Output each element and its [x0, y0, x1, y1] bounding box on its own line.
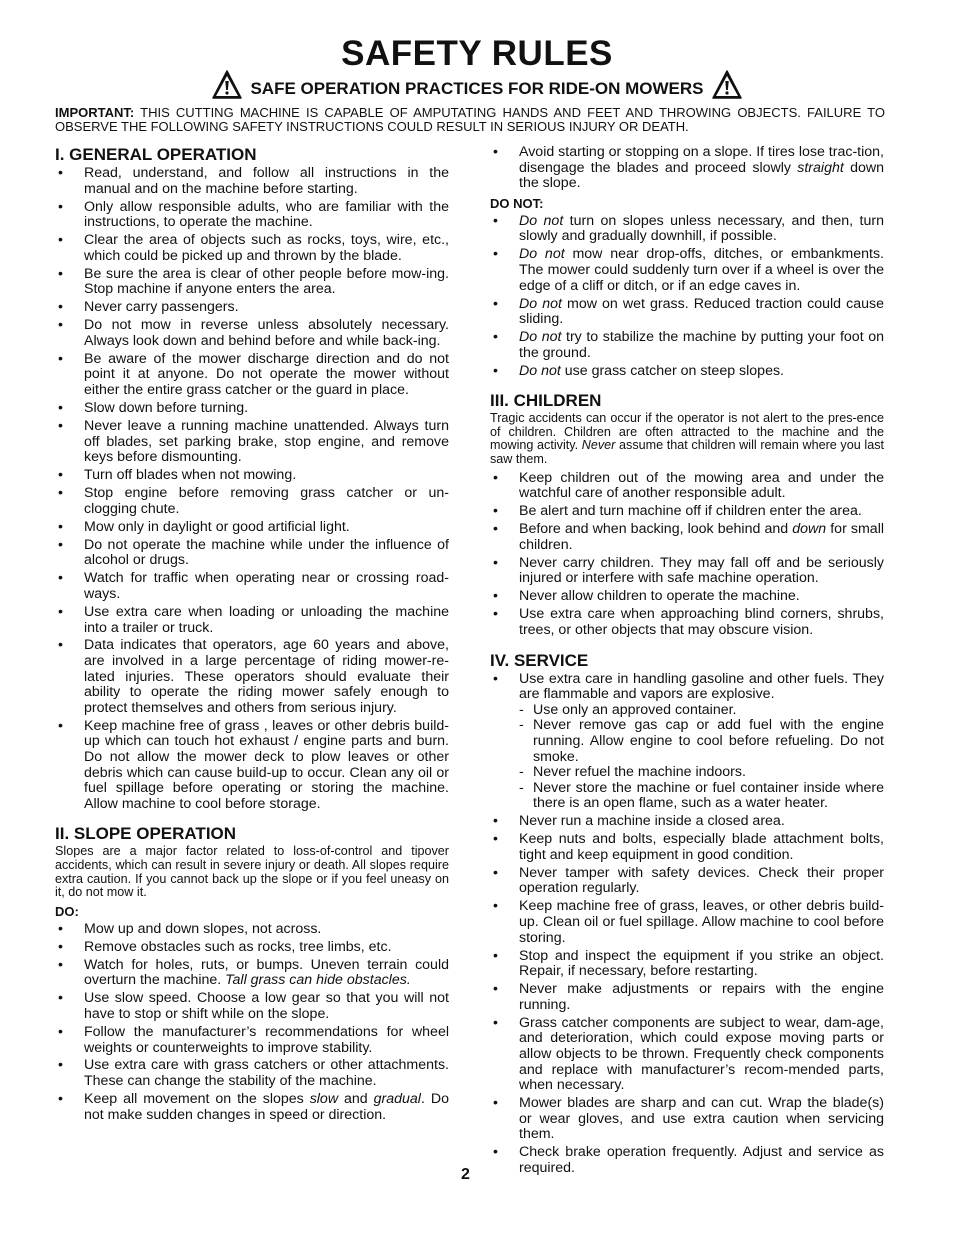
- important-text: THIS CUTTING MACHINE IS CAPABLE OF AMPUTATING HANDS AND FEET AND THROWING OBJECTS. FAILURE TO OBSERVE THE FOLLOWING SAFETY INSTRUCTIONS COULD RESULT IN SERIOUS INJURY OR DEATH.: [55, 105, 885, 134]
- do-not-text: turn on slopes unless necessary, and then, turn slowly and gradually downhill, if possible.: [519, 212, 884, 245]
- movement-gradual: gradual: [373, 1091, 421, 1108]
- list-item: [490, 247, 884, 294]
- list-item: • Use slow speed. Choose a low gear so that you will not have to stop or shift while on the slope.: [55, 991, 449, 1022]
- list-item: • Data indicates that operators, age 60 years and above, are involved in a large percentage of riding mower-re-lated injuries. These operators should evaluate their ability to operate the riding mower safely enough to protect themselves and others from serious injury.: [55, 638, 449, 716]
- list-item: • Never leave a running machine unattended. Always turn off blades, set parking brake, stop engine, and remove keys before dismounting.: [55, 419, 449, 466]
- list-item: • Only allow responsible adults, who are familiar with the instructions, to operate the machine.: [55, 200, 449, 231]
- list-item: • Keep children out of the mowing area and under the watchful care of another responsible adult.: [490, 471, 884, 502]
- list-item: [490, 297, 884, 328]
- backing-text: Before and when backing, look behind and: [519, 521, 793, 538]
- list-item: • Do not mow in reverse unless absolutely necessary. Always look down and behind before and while back-ing.: [55, 318, 449, 349]
- backing-down: down: [792, 521, 827, 538]
- movement-slow: slow: [309, 1091, 339, 1108]
- backing-text-end: for small children.: [519, 521, 884, 553]
- list-item: [490, 364, 884, 380]
- left-column: [55, 145, 449, 1126]
- slope-do-list: [55, 922, 449, 1123]
- list-item: • Check brake operation frequently. Adjust and service as required.: [490, 1145, 884, 1176]
- children-list: [490, 471, 884, 639]
- do-not-label: DO NOT:: [490, 195, 544, 211]
- list-item: • Mow only in daylight or good artificial light.: [55, 520, 449, 536]
- do-not-word: Do not: [519, 362, 561, 379]
- list-item: [55, 1092, 449, 1123]
- holes-text: Watch for holes, ruts, or bumps. Uneven terrain could overturn the machine.: [84, 956, 449, 989]
- important-notice: [55, 106, 885, 134]
- list-item: • Never tamper with safety devices. Check their proper operation regularly.: [490, 866, 884, 897]
- slope-intro: Slopes are a major factor related to loss-of-control and tipover accidents, which can result in severe injury or death. All slopes require extra caution. If you cannot back up the slope or if you feel uneasy on it, do not mow it.: [55, 844, 449, 900]
- do-not-word: Do not: [519, 295, 562, 312]
- list-item: [490, 522, 884, 553]
- list-item: • Do not operate the machine while under the influence of alcohol or drugs.: [55, 538, 449, 569]
- movement-text-end: . Do not make sudden changes in speed or direction.: [84, 1091, 449, 1123]
- page-subtitle: SAFE OPERATION PRACTICES FOR RIDE-ON MOWERS: [250, 79, 704, 98]
- do-not-text: mow on wet grass. Reduced traction could cause sliding.: [519, 295, 884, 328]
- warning-icon: [712, 70, 742, 100]
- list-item: • Keep machine free of grass , leaves or other debris build-up which can touch hot exhaust / engine parts and burn. Do not allow the mower deck to plow leaves or other debris which can cause build-up to occur. Clean any oil or fuel spillage before operating or storing the machine. Allow machine to cool before storage.: [55, 719, 449, 813]
- general-operation-list: [55, 166, 449, 812]
- sub-list-item: - Never store the machine or fuel container inside where there is an open flame, such as a water heater.: [519, 781, 884, 812]
- children-heading: III. CHILDREN: [490, 391, 602, 411]
- list-item: • Be sure the area is clear of other people before mow-ing. Stop machine if anyone enters the area.: [55, 267, 449, 298]
- do-not-word: Do not: [519, 246, 565, 263]
- list-item: • Never carry passengers.: [55, 300, 449, 316]
- list-item: [490, 145, 884, 192]
- service-heading: IV. SERVICE: [490, 650, 589, 670]
- page-number: 2: [461, 1166, 470, 1183]
- list-item: [490, 672, 884, 812]
- list-item: • Never make adjustments or repairs with the engine running.: [490, 982, 884, 1013]
- list-item: • Never allow children to operate the machine.: [490, 589, 884, 605]
- important-label: IMPORTANT:: [55, 105, 135, 120]
- do-not-text: mow near drop-offs, ditches, or embankments. The mower could suddenly turn over if a wheel is over the edge of a cliff or ditch, or if an edge caves in.: [519, 246, 884, 294]
- general-operation-heading: I. GENERAL OPERATION: [55, 145, 257, 164]
- fuel-text: Use extra care in handling gasoline and other fuels. They are flammable and vapors are explosive.: [519, 670, 884, 703]
- do-not-text: try to stabilize the machine by putting your foot on the ground.: [519, 329, 884, 361]
- right-column: [490, 145, 884, 1179]
- page-title: SAFETY RULES: [341, 34, 613, 73]
- children-intro-text-end: assume that children will remain where you last saw them.: [490, 438, 884, 467]
- list-item: • Keep nuts and bolts, especially blade attachment bolts, tight and keep equipment in good condition.: [490, 832, 884, 863]
- slope-operation-heading: II. SLOPE OPERATION: [55, 824, 237, 844]
- sub-list-item: - Never remove gas cap or add fuel with the engine running. Allow engine to cool before refueling. Do not smoke.: [519, 718, 884, 765]
- list-item: • Watch for traffic when operating near or crossing road-ways.: [55, 571, 449, 602]
- warning-icon: [212, 70, 242, 100]
- slope-do-not-list: [490, 214, 884, 380]
- list-item: • Mower blades are sharp and can cut. Wrap the blade(s) or wear gloves, and use extra caution when servicing them.: [490, 1096, 884, 1143]
- service-list: [490, 672, 884, 1177]
- avoid-straight: straight: [797, 159, 844, 176]
- children-intro-text: Tragic accidents can occur if the operator is not alert to the pres-ence of children. Children are often attracted to the machine and the mowing activity.: [490, 411, 884, 453]
- list-item: • Never carry children. They may fall off and be seriously injured or interfere with safe machine operation.: [490, 556, 884, 587]
- list-item: • Stop engine before removing grass catcher or un-clogging chute.: [55, 486, 449, 517]
- list-item: • Slow down before turning.: [55, 401, 449, 417]
- list-item: • Use extra care with grass catchers or other attachments. These can change the stability of the machine.: [55, 1058, 449, 1089]
- list-item: • Remove obstacles such as rocks, tree limbs, etc.: [55, 940, 449, 956]
- list-item: • Mow up and down slopes, not across.: [55, 922, 449, 938]
- children-intro-never: Never: [581, 438, 616, 453]
- slope-do-list-continued: [490, 145, 884, 192]
- list-item: • Keep machine free of grass, leaves, or other debris build-up. Clean oil or fuel spillage. Allow machine to cool before storing.: [490, 899, 884, 946]
- list-item: • Use extra care when approaching blind corners, shrubs, trees, or other objects that may obscure vision.: [490, 607, 884, 638]
- list-item: [490, 214, 884, 245]
- avoid-text-end: down the slope.: [519, 159, 884, 192]
- subtitle-row: [0, 70, 954, 100]
- list-item: • Never run a machine inside a closed area.: [490, 814, 884, 830]
- do-not-word: Do not: [519, 212, 564, 229]
- do-label: DO:: [55, 903, 79, 919]
- do-not-text: use grass catcher on steep slopes.: [560, 362, 784, 379]
- avoid-text: Avoid starting or stopping on a slope. If tires lose trac-tion, disengage the blades and proceed slowly: [519, 144, 884, 176]
- children-intro: [490, 412, 884, 466]
- list-item: • Use extra care when loading or unloading the machine into a trailer or truck.: [55, 605, 449, 636]
- movement-and: and: [338, 1091, 374, 1108]
- list-item: • Follow the manufacturer’s recommendations for wheel weights or counterweights to improve stability.: [55, 1025, 449, 1056]
- list-item: • Grass catcher components are subject to wear, dam-age, and deterioration, which could expose moving parts or allow objects to be thrown. Frequently check components and replace with manufacturer’s recom-mended parts, when necessary.: [490, 1016, 884, 1094]
- list-item: • Read, understand, and follow all instructions in the manual and on the machine before starting.: [55, 166, 449, 197]
- list-item: [55, 958, 449, 989]
- sub-list-item: - Use only an approved container.: [519, 703, 884, 719]
- movement-text: Keep all movement on the slopes: [84, 1091, 310, 1108]
- list-item: • Be aware of the mower discharge direction and do not point it at anyone. Do not operate the mower without either the entire grass catcher or the guard in place.: [55, 352, 449, 399]
- holes-italic: Tall grass can hide obstacles.: [225, 972, 411, 989]
- do-not-word: Do not: [519, 329, 562, 346]
- sub-list-item: - Never refuel the machine indoors.: [519, 765, 884, 781]
- list-item: • Be alert and turn machine off if children enter the area.: [490, 504, 884, 520]
- fuel-sub-list: [519, 703, 884, 812]
- list-item: • Stop and inspect the equipment if you strike an object. Repair, if necessary, before restarting.: [490, 949, 884, 980]
- list-item: • Clear the area of objects such as rocks, toys, wire, etc., which could be picked up and thrown by the blade.: [55, 233, 449, 264]
- list-item: [490, 330, 884, 361]
- list-item: • Turn off blades when not mowing.: [55, 468, 449, 484]
